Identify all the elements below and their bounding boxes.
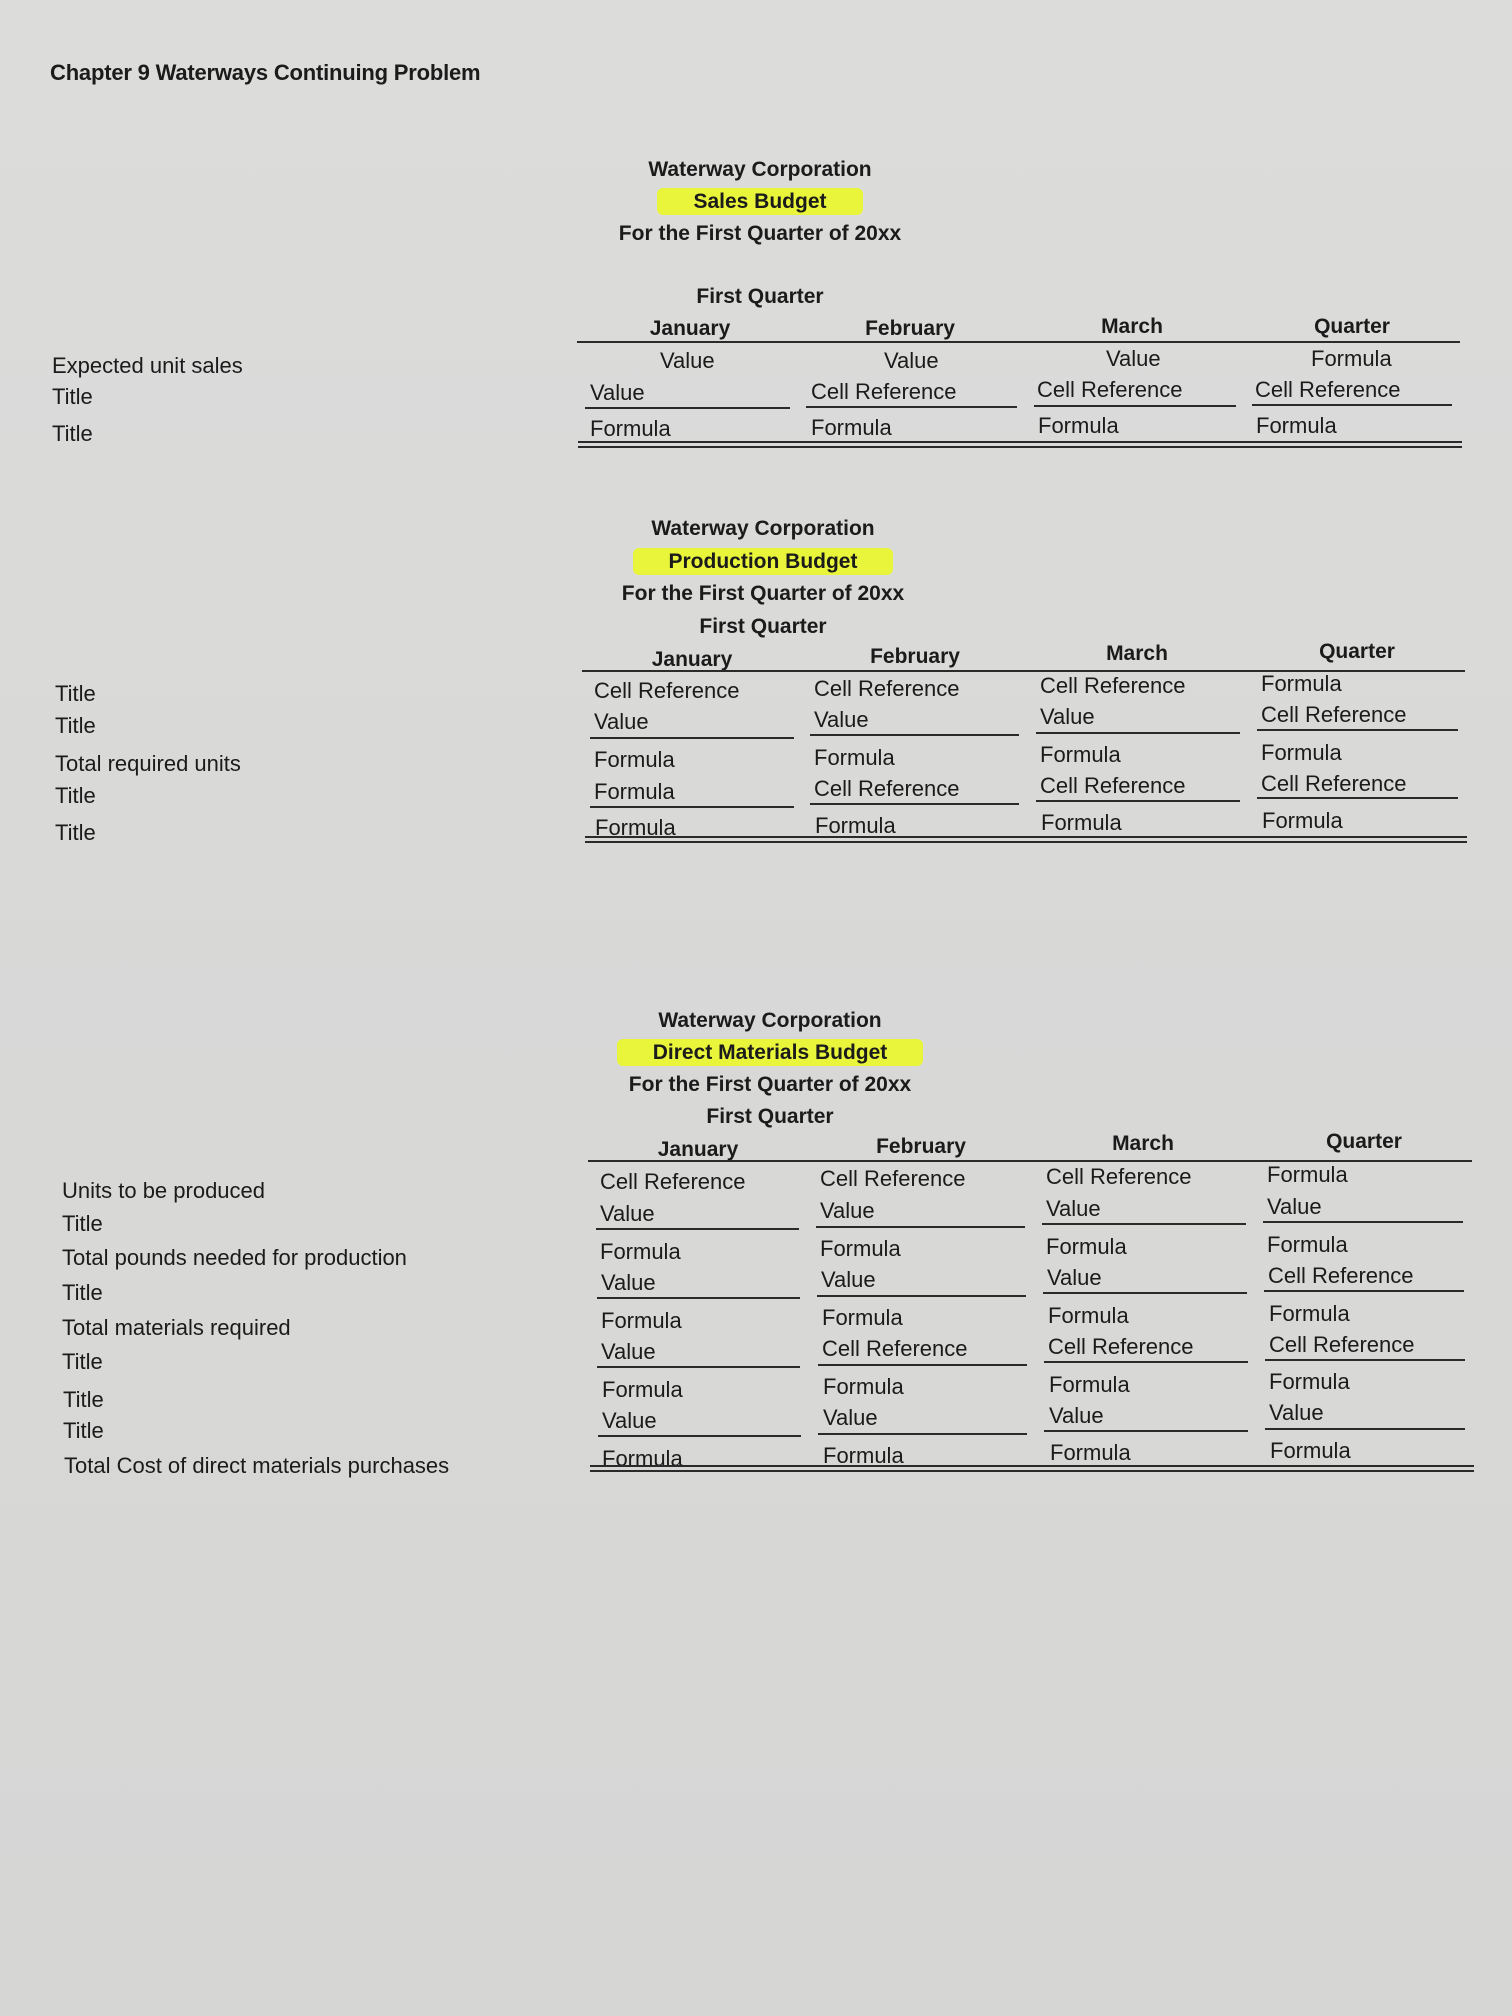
- materials-subtotal-rule: [818, 1433, 1027, 1435]
- sales-col-quarter: Quarter: [1314, 315, 1390, 338]
- table-cell: Cell Reference: [1048, 1334, 1194, 1359]
- sales-subtotal-rule: [806, 406, 1017, 408]
- table-cell: Cell Reference: [814, 776, 960, 801]
- production-subtotal-rule: [1036, 732, 1240, 734]
- sales-row-label: Title: [52, 384, 93, 409]
- table-cell: Formula: [815, 813, 896, 838]
- production-row-label: Title: [55, 713, 96, 738]
- sales-total-double-rule: [578, 441, 1462, 448]
- production-row-label: Title: [55, 783, 96, 808]
- materials-subtotal-rule: [1265, 1428, 1465, 1430]
- materials-subtotal-rule: [1264, 1290, 1464, 1292]
- table-cell: Cell Reference: [1037, 377, 1183, 402]
- production-subtotal-rule: [590, 737, 794, 739]
- materials-row-label: Units to be produced: [62, 1178, 266, 1203]
- materials-col-january: January: [657, 1138, 739, 1161]
- table-cell: Value: [590, 380, 645, 405]
- table-cell: Formula: [820, 1236, 901, 1261]
- materials-subtotal-rule: [816, 1226, 1025, 1228]
- materials-col-march: March: [1112, 1132, 1174, 1155]
- materials-subtotal-rule: [1044, 1430, 1248, 1432]
- table-cell: Formula: [1261, 740, 1342, 765]
- table-cell: Value: [594, 709, 649, 734]
- materials-total-double-rule: [590, 1465, 1474, 1472]
- sales-group-heading: First Quarter: [696, 285, 824, 308]
- materials-row-label: Total materials required: [62, 1315, 291, 1340]
- sales-col-march: March: [1101, 315, 1163, 338]
- table-cell: Value: [1047, 1265, 1102, 1290]
- production-group-heading: First Quarter: [699, 615, 827, 638]
- materials-subtotal-rule: [1042, 1223, 1246, 1225]
- materials-row-label: Title: [62, 1211, 103, 1236]
- table-cell: Formula: [1256, 413, 1337, 438]
- table-cell: Formula: [1048, 1303, 1129, 1328]
- materials-subtotal-rule: [598, 1435, 801, 1437]
- sales-subtotal-rule: [1034, 405, 1236, 407]
- materials-row-label: Title: [63, 1418, 104, 1443]
- table-cell: Formula: [814, 745, 895, 770]
- table-cell: Value: [602, 1408, 657, 1433]
- table-cell: Formula: [1262, 808, 1343, 833]
- production-period: For the First Quarter of 20xx: [621, 582, 905, 605]
- materials-subtotal-rule: [817, 1295, 1026, 1297]
- table-cell: Formula: [595, 815, 676, 840]
- table-cell: Formula: [590, 416, 671, 441]
- materials-subtotal-rule: [597, 1366, 800, 1368]
- table-cell: Formula: [823, 1374, 904, 1399]
- table-cell: Formula: [1269, 1369, 1350, 1394]
- sales-budget-name: Sales Budget: [657, 188, 862, 215]
- production-subtotal-rule: [1257, 729, 1458, 731]
- table-cell: Formula: [594, 779, 675, 804]
- table-cell: Formula: [823, 1443, 904, 1468]
- table-cell: Cell Reference: [820, 1166, 966, 1191]
- table-cell: Cell Reference: [811, 379, 957, 404]
- materials-subtotal-rule: [1265, 1359, 1465, 1361]
- production-budget-name: Production Budget: [633, 548, 894, 575]
- table-cell: Formula: [1050, 1440, 1131, 1465]
- sales-company-name: Waterway Corporation: [648, 158, 872, 181]
- table-cell: Value: [1040, 704, 1095, 729]
- sales-subtotal-rule: [585, 407, 790, 409]
- sales-col-february: February: [865, 317, 955, 340]
- page-title: Chapter 9 Waterways Continuing Problem: [50, 60, 481, 85]
- production-subtotal-rule: [1036, 800, 1240, 802]
- table-cell: Value: [1106, 346, 1161, 371]
- materials-subtotal-rule: [1044, 1361, 1248, 1363]
- materials-subtotal-rule: [1263, 1221, 1463, 1223]
- table-cell: Formula: [601, 1308, 682, 1333]
- sales-budget-title: [580, 190, 940, 214]
- production-row-label: Total required units: [55, 751, 241, 776]
- production-subtotal-rule: [1257, 797, 1458, 799]
- sales-header-rule: [577, 341, 1460, 343]
- table-cell: Formula: [602, 1446, 683, 1471]
- production-row-label: Title: [55, 681, 96, 706]
- materials-budget-title: [590, 1041, 950, 1065]
- table-cell: Formula: [1267, 1162, 1348, 1187]
- table-cell: Cell Reference: [1261, 702, 1407, 727]
- materials-company-name: Waterway Corporation: [658, 1009, 882, 1032]
- materials-group-heading: First Quarter: [706, 1105, 834, 1128]
- materials-subtotal-rule: [596, 1228, 799, 1230]
- table-cell: Value: [601, 1339, 656, 1364]
- table-cell: Value: [884, 348, 939, 373]
- table-cell: Cell Reference: [1040, 673, 1186, 698]
- production-subtotal-rule: [810, 734, 1019, 736]
- sales-period: For the First Quarter of 20xx: [618, 222, 902, 245]
- materials-row-label: Total Cost of direct materials purchases: [64, 1453, 450, 1478]
- table-cell: Formula: [594, 747, 675, 772]
- table-cell: Cell Reference: [1046, 1164, 1192, 1189]
- table-cell: Formula: [1261, 671, 1342, 696]
- production-total-double-rule: [585, 836, 1467, 843]
- table-cell: Value: [821, 1267, 876, 1292]
- table-cell: Value: [601, 1270, 656, 1295]
- table-cell: Cell Reference: [594, 678, 740, 703]
- table-cell: Formula: [602, 1377, 683, 1402]
- materials-row-label: Title: [62, 1349, 103, 1374]
- table-cell: Cell Reference: [1255, 377, 1401, 402]
- table-cell: Formula: [811, 415, 892, 440]
- production-col-quarter: Quarter: [1319, 640, 1395, 663]
- materials-col-february: February: [876, 1135, 966, 1158]
- table-cell: Cell Reference: [1261, 771, 1407, 796]
- sales-col-january: January: [649, 317, 731, 340]
- production-subtotal-rule: [810, 803, 1019, 805]
- production-company-name: Waterway Corporation: [651, 517, 875, 540]
- table-cell: Formula: [1269, 1301, 1350, 1326]
- sales-row-label: Title: [52, 421, 93, 446]
- table-cell: Formula: [1040, 742, 1121, 767]
- table-cell: Cell Reference: [1269, 1332, 1415, 1357]
- table-cell: Formula: [1038, 413, 1119, 438]
- table-cell: Value: [1049, 1403, 1104, 1428]
- table-cell: Cell Reference: [1268, 1263, 1414, 1288]
- materials-col-quarter: Quarter: [1326, 1130, 1402, 1153]
- table-cell: Value: [814, 707, 869, 732]
- table-cell: Value: [820, 1198, 875, 1223]
- production-col-march: March: [1106, 642, 1168, 665]
- table-cell: Cell Reference: [822, 1336, 968, 1361]
- table-cell: Cell Reference: [600, 1169, 746, 1194]
- production-budget-title: [583, 550, 943, 574]
- table-cell: Value: [600, 1201, 655, 1226]
- table-cell: Value: [1269, 1400, 1324, 1425]
- table-cell: Value: [1046, 1196, 1101, 1221]
- materials-subtotal-rule: [1043, 1292, 1247, 1294]
- table-cell: Formula: [600, 1239, 681, 1264]
- table-cell: Formula: [1270, 1438, 1351, 1463]
- sales-row-label: Expected unit sales: [52, 353, 243, 378]
- materials-period: For the First Quarter of 20xx: [628, 1073, 912, 1096]
- table-cell: Formula: [1311, 346, 1392, 371]
- materials-row-label: Title: [63, 1387, 104, 1412]
- materials-budget-name: Direct Materials Budget: [617, 1039, 924, 1066]
- table-cell: Cell Reference: [814, 676, 960, 701]
- production-col-january: January: [651, 648, 733, 671]
- materials-row-label: Title: [62, 1280, 103, 1305]
- materials-subtotal-rule: [597, 1297, 800, 1299]
- production-col-february: February: [870, 645, 960, 668]
- table-cell: Formula: [822, 1305, 903, 1330]
- table-cell: Value: [660, 348, 715, 373]
- production-subtotal-rule: [590, 806, 794, 808]
- table-cell: Value: [1267, 1194, 1322, 1219]
- materials-subtotal-rule: [818, 1364, 1027, 1366]
- table-cell: Formula: [1041, 810, 1122, 835]
- table-cell: Formula: [1049, 1372, 1130, 1397]
- materials-row-label: Total pounds needed for production: [62, 1245, 407, 1270]
- table-cell: Formula: [1267, 1232, 1348, 1257]
- table-cell: Value: [823, 1405, 878, 1430]
- table-cell: Cell Reference: [1040, 773, 1186, 798]
- sales-subtotal-rule: [1252, 404, 1452, 406]
- production-row-label: Title: [55, 820, 96, 845]
- table-cell: Formula: [1046, 1234, 1127, 1259]
